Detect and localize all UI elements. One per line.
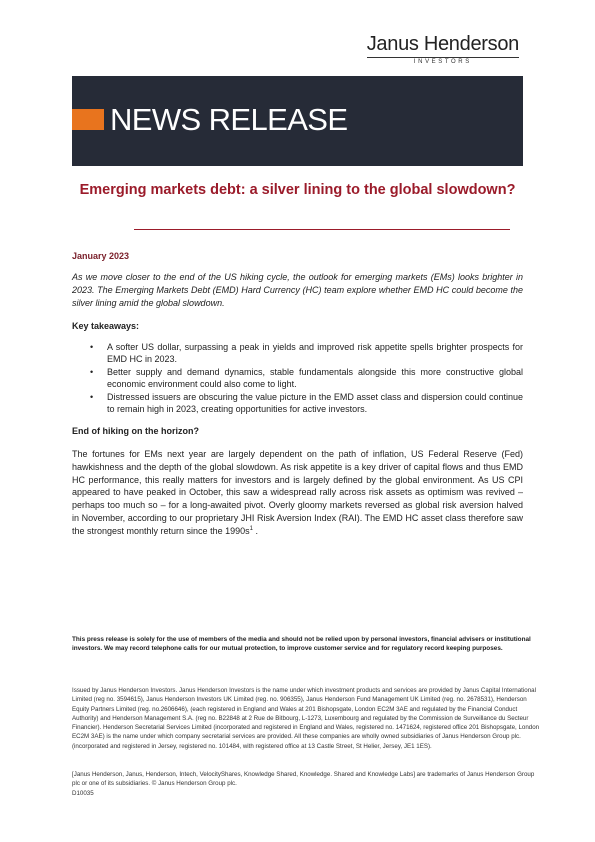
logo-divider	[367, 57, 519, 58]
media-disclaimer: This press release is solely for the use of members of the media and should not be relied upon by personal investors, financial advisers or institutional investors. We may record telephone calls for our mutual protection, to improve customer service and for regulatory record keeping purposes.	[72, 636, 531, 653]
banner-accent-block	[72, 109, 104, 130]
release-date: January 2023	[72, 251, 130, 261]
section-heading: End of hiking on the horizon?	[72, 426, 199, 436]
document-id: D10035	[72, 790, 94, 797]
page-title: Emerging markets debt: a silver lining to the global slowdown?	[79, 182, 516, 198]
banner-title: NEWS RELEASE	[110, 102, 348, 137]
list-item	[72, 341, 523, 366]
key-takeaways-heading: Key takeaways:	[72, 321, 140, 331]
bullet-icon: •	[90, 342, 94, 352]
list-item	[72, 366, 523, 391]
company-logo	[367, 34, 519, 66]
bullet-icon: •	[90, 391, 94, 402]
intro-paragraph: As we move closer to the end of the US hiking cycle, the outlook for emerging markets (EMs) looks brighter in 2023. The Emerging Markets Debt (EMD) Hard Currency (HC) team explore whether EMD HC could become the silver lining amid the global slowdown.	[72, 272, 523, 308]
body-text: The fortunes for EMs next year are largely dependent on the path of inflation, US Federal Reserve (Fed) hawkishness and the depth of the global slowdown. As risk appetite is a key driver of capital flows and thus EMD HC performance, this really matters for investors and is largely defined by the global environment. As US CPI appeared to have peaked in October, this saw a widespread rally across risk assets as optimism was revived – perhaps too much so – for a long-awaited pivot. Overly gloomy markets reversed as global risk aversion halved in November, according to our proprietary JHI Risk Aversion Index (RAI). The EMD HC asset class therefore saw the strongest monthly return since the 1990s	[72, 449, 523, 536]
trademark-notice: [Janus Henderson, Janus, Henderson, Intech, VelocityShares, Knowledge Shared, Knowledge. Shared and Knowledge Labs] are trademarks of Janus Henderson Group plc or one of its subsidiaries. © Janus Henderson Group plc.	[72, 771, 535, 788]
issuer-notice: Issued by Janus Henderson Investors. Janus Henderson Investors is the name under which investment products and services are provided by Janus Capital International Limited (reg no. 3594615), Janus Henderson Investors UK Limited (reg. no. 906355), Janus Henderson Fund Management UK Limited (reg. no. 2678531), Henderson Equity Partners Limited (reg. no.2606646), (each registered in England and Wales at 201 Bishopsgate, London EC2M 3AE and regulated by the Financial Conduct Authority) and Henderson Management S.A. (reg no. B22848 at 2 Rue de Bitbourg, L-1273, Luxembourg and regulated by the Commission de Surveillance du Secteur Financier). Henderson Secretarial Services Limited (incorporated and registered in England and Wales, registered no. 1471624, registered office 201 Bishopsgate, London EC2M 3AE) is the name under which company secretarial services are provided. All these companies are wholly owned subsidiaries of Janus Henderson Group plc. (incorporated and registered in Jersey, registered no. 101484, with registered office at 13 Castle Street, St Helier, Jersey, JE1 1ES).	[72, 687, 540, 750]
logo-subtitle: INVESTORS	[413, 59, 472, 65]
list-item	[72, 391, 523, 416]
bullet-icon: •	[90, 366, 94, 377]
footnote-marker: 1	[249, 525, 253, 532]
title-underline	[134, 229, 510, 230]
key-takeaways-list	[72, 341, 523, 415]
logo-wordmark: Janus Henderson	[366, 33, 519, 55]
list-item-text: A softer US dollar, surpassing a peak in yields and improved risk appetite spells brighter prospects for EMD HC in 2023.	[107, 342, 523, 365]
list-item-text: Better supply and demand dynamics, stable fundamentals alongside this more constructive global economic environment could also come to light.	[107, 366, 523, 390]
list-item-text: Distressed issuers are obscuring the value picture in the EMD asset class and dispersion could continue to remain high in 2023, creating opportunities for active investors.	[107, 391, 523, 415]
body-paragraph	[72, 448, 523, 538]
body-text-end: .	[252, 525, 258, 536]
news-release-banner	[72, 76, 523, 166]
